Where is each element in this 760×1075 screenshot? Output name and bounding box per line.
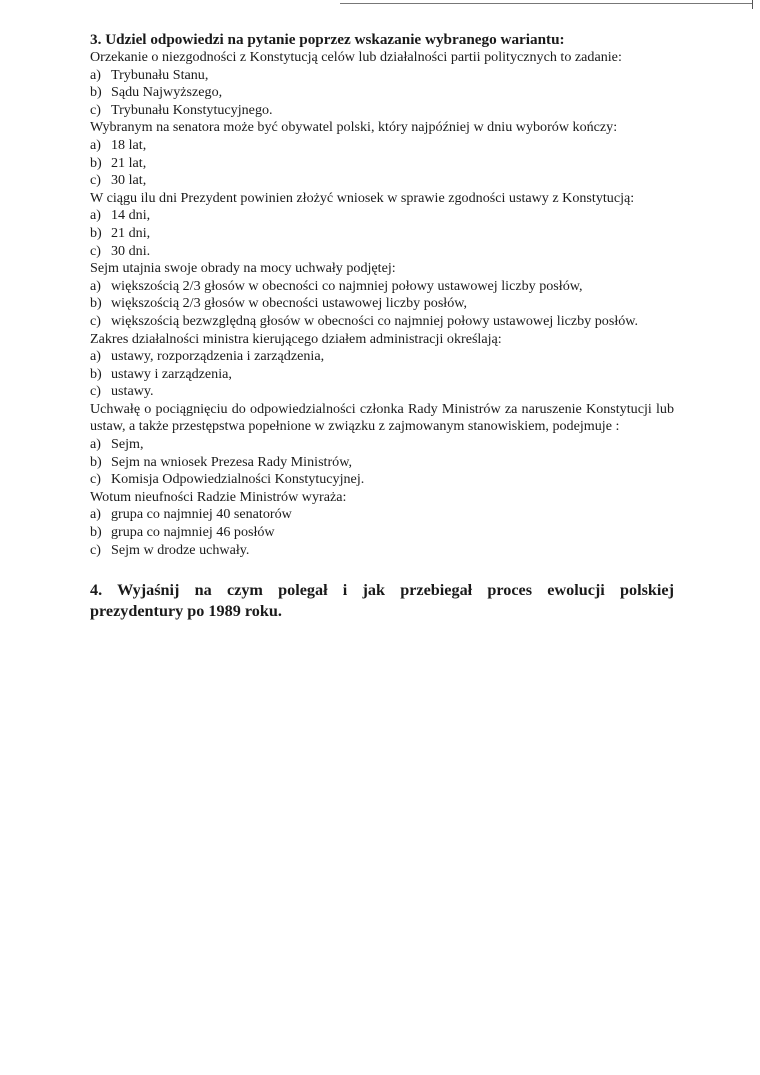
option-text: Komisja Odpowiedzialności Konstytucyjnej. xyxy=(111,471,365,488)
answer-option-c[interactable] xyxy=(90,243,674,261)
option-letter: c) xyxy=(90,471,101,488)
option-letter: a) xyxy=(90,506,101,523)
document-content xyxy=(90,31,674,621)
option-letter: a) xyxy=(90,348,101,365)
option-letter: a) xyxy=(90,277,101,294)
option-text: Trybunału Stanu, xyxy=(111,66,209,83)
answer-option-a[interactable] xyxy=(90,137,674,155)
option-letter: b) xyxy=(90,453,102,470)
option-letter: b) xyxy=(90,295,102,312)
option-text: Sejm w drodze uchwały. xyxy=(111,541,250,558)
question-text: Orzekanie o niezgodności z Konstytucją celów lub działalności partii politycznych to zadanie: xyxy=(90,49,622,65)
option-letter: b) xyxy=(90,365,102,382)
section-4-heading-line-1: 4. Wyjaśnij na czym polegał i jak przebiegał proces ewolucji polskiej xyxy=(90,581,674,600)
answer-option-b[interactable] xyxy=(90,454,674,472)
question-text: W ciągu ilu dni Prezydent powinien złożyć wniosek w sprawie zgodności ustawy z Konstytucją: xyxy=(90,189,635,206)
option-letter: b) xyxy=(90,224,102,241)
answer-option-b[interactable] xyxy=(90,366,674,384)
question-block xyxy=(90,331,674,401)
option-letter: a) xyxy=(90,436,101,453)
option-letter: c) xyxy=(90,101,101,118)
option-text: 21 dni, xyxy=(111,224,151,241)
option-letter: c) xyxy=(90,312,101,329)
option-text: 18 lat, xyxy=(111,136,147,153)
option-text: Sejm, xyxy=(111,436,144,453)
options-list xyxy=(90,278,674,331)
option-letter: b) xyxy=(90,154,102,171)
answer-option-b[interactable] xyxy=(90,225,674,243)
options-list xyxy=(90,207,674,260)
section-4-heading-line-2: prezydentury po 1989 roku. xyxy=(90,601,282,620)
answer-option-a[interactable] xyxy=(90,436,674,454)
question-block xyxy=(90,401,674,489)
question-text: Uchwałę o pociągnięciu do odpowiedzialności członka Rady Ministrów za naruszenie Konstytucji lub ustaw, a także przestępstwa popełnione w związku z zajmowanym stanowiskiem, podejmuje : xyxy=(90,400,674,435)
answer-option-a[interactable] xyxy=(90,207,674,225)
option-letter: a) xyxy=(90,207,101,224)
answer-option-a[interactable] xyxy=(90,348,674,366)
answer-option-c[interactable] xyxy=(90,102,674,120)
option-letter: b) xyxy=(90,524,102,541)
question-block xyxy=(90,49,674,119)
answer-option-b[interactable] xyxy=(90,524,674,542)
option-text: ustawy. xyxy=(111,383,154,400)
corner-edge-line xyxy=(752,0,753,9)
options-list xyxy=(90,67,674,120)
option-text: Sejm na wniosek Prezesa Rady Ministrów, xyxy=(111,453,352,470)
question-block xyxy=(90,489,674,559)
answer-option-c[interactable] xyxy=(90,313,674,331)
answer-option-b[interactable] xyxy=(90,84,674,102)
question-text: Sejm utajnia swoje obrady na mocy uchwały podjętej: xyxy=(90,260,396,277)
option-text: 21 lat, xyxy=(111,154,147,171)
question-block xyxy=(90,119,674,189)
answer-option-a[interactable] xyxy=(90,67,674,85)
top-border-line xyxy=(340,3,752,4)
options-list xyxy=(90,348,674,401)
options-list xyxy=(90,137,674,190)
option-text: grupa co najmniej 40 senatorów xyxy=(111,506,292,523)
option-text: Sądu Najwyższego, xyxy=(111,84,223,101)
option-text: 30 lat, xyxy=(111,172,147,189)
option-text: większością 2/3 głosów w obecności co najmniej połowy ustawowej liczby posłów, xyxy=(111,277,583,294)
option-letter: c) xyxy=(90,383,101,400)
option-text: 14 dni, xyxy=(111,207,151,224)
option-text: ustawy, rozporządzenia i zarządzenia, xyxy=(111,348,325,365)
question-text: Wybranym na senatora może być obywatel polski, który najpóźniej w dniu wyborów kończy: xyxy=(90,119,618,136)
option-letter: a) xyxy=(90,136,101,153)
answer-option-b[interactable] xyxy=(90,155,674,173)
option-text: większością bezwzględną głosów w obecności co najmniej połowy ustawowej liczby posłów. xyxy=(111,312,639,329)
question-text: Zakres działalności ministra kierującego działem administracji określają: xyxy=(90,330,502,347)
option-letter: c) xyxy=(90,172,101,189)
answer-option-c[interactable] xyxy=(90,471,674,489)
option-text: Trybunału Konstytucyjnego. xyxy=(111,101,273,118)
answer-option-b[interactable] xyxy=(90,295,674,313)
option-text: ustawy i zarządzenia, xyxy=(111,365,232,382)
option-letter: c) xyxy=(90,242,101,259)
answer-option-c[interactable] xyxy=(90,542,674,560)
option-text: większością 2/3 głosów w obecności ustawowej liczby posłów, xyxy=(111,295,468,312)
section-3-heading: 3. Udziel odpowiedzi na pytanie poprzez wskazanie wybranego wariantu: xyxy=(90,31,565,48)
answer-option-c[interactable] xyxy=(90,172,674,190)
option-letter: c) xyxy=(90,541,101,558)
option-letter: a) xyxy=(90,66,101,83)
question-text: Wotum nieufności Radzie Ministrów wyraża: xyxy=(90,488,347,505)
option-text: grupa co najmniej 46 posłów xyxy=(111,524,275,541)
question-block xyxy=(90,190,674,260)
options-list xyxy=(90,506,674,559)
section-4-heading xyxy=(90,580,674,621)
answer-option-a[interactable] xyxy=(90,506,674,524)
question-block xyxy=(90,260,674,330)
answer-option-c[interactable] xyxy=(90,383,674,401)
options-list xyxy=(90,436,674,489)
answer-option-a[interactable] xyxy=(90,278,674,296)
option-text: 30 dni. xyxy=(111,242,151,259)
option-letter: b) xyxy=(90,84,102,101)
